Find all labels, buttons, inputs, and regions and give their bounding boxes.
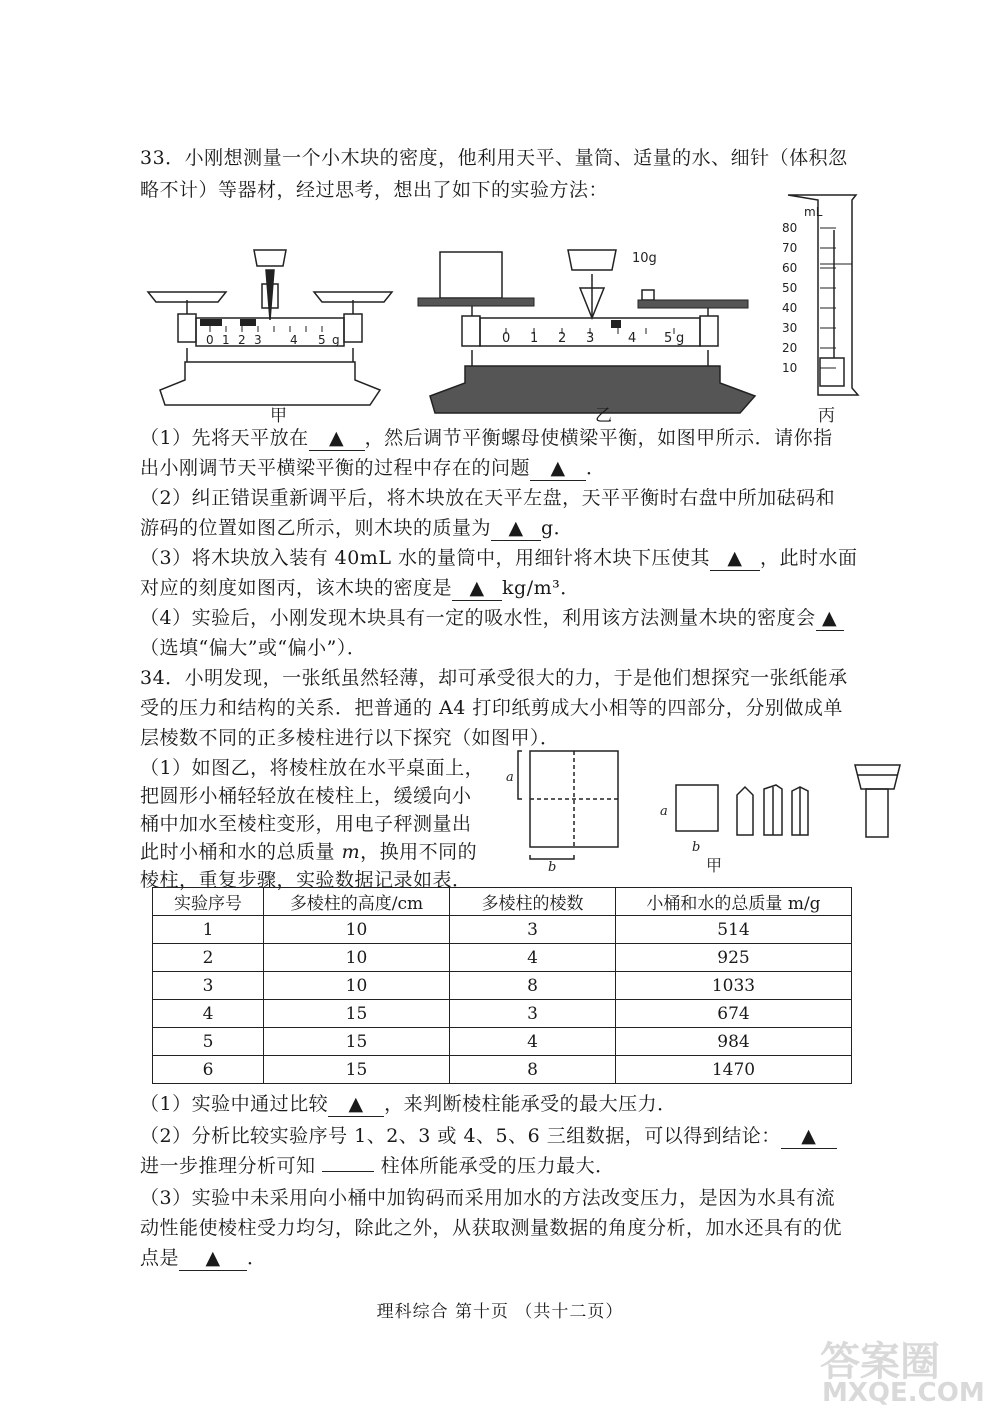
q33-stem-line1: 33．小刚想测量一个小木块的密度，他利用天平、量筒、适量的水、细针（体积忽 (140, 147, 848, 169)
q34-part1: （1）实验中通过比较 ▲ ，来判断棱柱能承受的最大压力． (140, 1093, 677, 1115)
weight-label: 10g (632, 251, 657, 266)
scale-num: 1 (222, 333, 230, 347)
q33-part2-line1: （2）纠正错误重新调平后，将木块放在天平左盘，天平平衡时右盘中所加砝码和 (140, 487, 836, 509)
q33-part4-line2: （选填“偏大”或“偏小”）． (140, 637, 367, 659)
watermark-logo-top: 答案圈 (820, 1339, 940, 1385)
answer-blank: ▲ (328, 1092, 384, 1117)
scale-num: g (332, 333, 340, 347)
answer-blank: ▲ (309, 426, 365, 451)
column-header: 实验序号 (153, 888, 264, 916)
column-header: 多棱柱的棱数 (450, 888, 616, 916)
column-header: 小桶和水的总质量 m/g (616, 888, 852, 916)
scale-num: 4 (290, 333, 298, 347)
scale-num: 5 (664, 331, 673, 346)
q34-part3-line3: 点是 ▲ ． (140, 1247, 267, 1269)
scale-num: 2 (238, 333, 246, 347)
cylinder-tick: 20 (782, 341, 798, 355)
table-row: 1 10 3 514 (153, 916, 852, 944)
q34-stem-line3: 层棱数不同的正多棱柱进行以下探究（如图甲）． (140, 727, 560, 749)
cylinder-tick: 30 (782, 321, 798, 335)
page-footer: 理科综合 第十页 （共十二页） (376, 1302, 624, 1322)
q33-stem-line2: 略不计）等器材，经过思考，想出了如下的实验方法： (140, 179, 609, 201)
answer-blank: ▲ (816, 606, 844, 631)
scale-num: 5 (318, 333, 326, 347)
q34-step-line1: （1）如图乙，将棱柱放在水平桌面上， (140, 757, 485, 779)
answer-blank: ▲ (781, 1124, 837, 1149)
fig-label-jia: 甲 (706, 856, 723, 875)
q34-stem-line2: 受的压力和结构的关系．把普通的 A4 打印纸剪成大小相等的四部分，分别做成单 (140, 697, 843, 719)
q34-step-line3: 桶中加水至棱柱变形，用电子秤测量出 (140, 813, 472, 835)
q34-step-line2: 把圆形小桶轻轻放在棱柱上，缓缓向小 (140, 785, 472, 807)
scale-num: 2 (558, 331, 567, 346)
scale-num: g (676, 331, 685, 346)
fig-label-yi: 乙 (595, 406, 612, 426)
q34-step-line4: 此时小桶和水的总质量 m，换用不同的 (140, 841, 478, 863)
measuring-cylinder-figure-bing (780, 190, 860, 405)
table-row: 4 15 3 674 (153, 1000, 852, 1028)
q34-part2-line1: （2）分析比较实验序号 1、2、3 或 4、5、6 三组数据，可以得到结论： ▲ (140, 1122, 837, 1150)
scale-num: 0 (206, 333, 214, 347)
balance-figure-yi (410, 228, 775, 418)
cylinder-tick: 80 (782, 221, 798, 235)
table-row: 2 10 4 925 (153, 944, 852, 972)
column-header: 多棱柱的高度/cm (264, 888, 450, 916)
dim-label-b: b (548, 860, 557, 875)
dim-label-a: a (506, 770, 514, 785)
scale-num: 1 (530, 331, 539, 346)
answer-blank: ▲ (452, 576, 502, 601)
cylinder-tick: 60 (782, 261, 798, 275)
dim-label-b: b (692, 840, 701, 855)
watermark-logo-bottom: MXQE.COM (822, 1378, 985, 1408)
scale-num: 3 (254, 333, 262, 347)
dim-label-a: a (660, 804, 668, 819)
fig-label-jia: 甲 (270, 406, 287, 426)
table-row: 5 15 4 984 (153, 1028, 852, 1056)
cylinder-tick: 40 (782, 301, 798, 315)
cylinder-unit: mL (804, 205, 823, 219)
q34-part3-line2: 动性能使棱柱受力均匀，除此之外，从获取测量数据的角度分析，加水还具有的优 (140, 1217, 843, 1239)
q33-part3-line2: 对应的刻度如图丙，该木块的密度是 ▲ kg/m³． (140, 577, 580, 599)
answer-blank: ▲ (530, 456, 586, 481)
table-row: 6 15 8 1470 (153, 1056, 852, 1084)
table-header-row (153, 888, 852, 916)
scale-num: 3 (586, 331, 595, 346)
q34-stem-line1: 34．小明发现，一张纸虽然轻薄，却可承受很大的力，于是他们想探究一张纸能承 (140, 667, 848, 689)
q33-part4-line1: （4）实验后，小刚发现木块具有一定的吸水性，利用该方法测量木块的密度会 ▲ (140, 604, 844, 632)
q34-part2-line2: 进一步推理分析可知 柱体所能承受的压力最大． (140, 1155, 615, 1177)
table-row: 3 10 8 1033 (153, 972, 852, 1000)
scale-num: 4 (628, 331, 637, 346)
experiment-data-table (152, 887, 852, 1084)
paper-prism-figure (500, 745, 910, 885)
fig-label-bing: 丙 (818, 406, 835, 426)
answer-blank: ▲ (491, 516, 541, 541)
q34-step-line5: 棱柱，重复步骤，实验数据记录如表． (140, 869, 472, 891)
answer-blank-empty (322, 1171, 374, 1172)
scale-num: 0 (502, 331, 511, 346)
cylinder-tick: 70 (782, 241, 798, 255)
q33-part1-line2: 出小刚调节天平横梁平衡的过程中存在的问题 ▲ ． (140, 457, 606, 479)
balance-figure-jia (140, 230, 400, 410)
answer-blank: ▲ (179, 1246, 247, 1271)
answer-blank: ▲ (710, 546, 760, 571)
q34-part3-line1: （3）实验中未采用向小桶中加钩码而采用加水的方法改变压力，是因为水具有流 (140, 1187, 836, 1209)
q33-part2-line2: 游码的位置如图乙所示，则木块的质量为 ▲ g． (140, 517, 574, 539)
q33-part1-line1: （1）先将天平放在 ▲ ，然后调节平衡螺母使横梁平衡，如图甲所示．请你指 (140, 427, 833, 449)
cylinder-tick: 50 (782, 281, 798, 295)
cylinder-tick: 10 (782, 361, 798, 375)
q33-part3-line1: （3）将木块放入装有 40mL 水的量筒中，用细针将木块下压使其 ▲ ，此时水面 (140, 547, 858, 569)
